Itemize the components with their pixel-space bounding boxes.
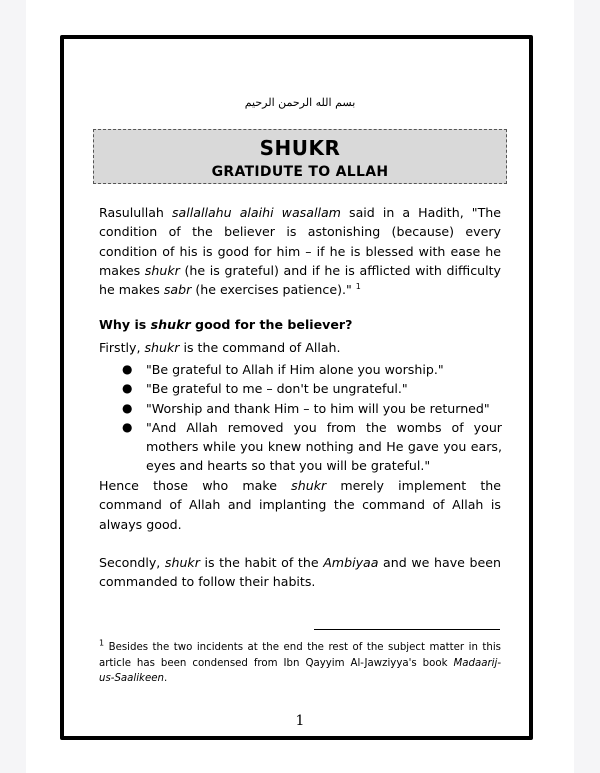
list-item: ● "Be grateful to Allah if Him alone you worship."	[118, 360, 502, 379]
footnote: $^1$ Besides the two incidents at the end the rest of the subject matter in this article has been condensed from Ibn Qayyim Al-Jawziyya's book Madaarij- us-Saalikeen.	[99, 638, 501, 684]
page-title: SHUKR	[259, 136, 341, 160]
intro-line: makes shukr (he is grateful) and if he is afflicted with difficulty	[99, 262, 501, 278]
page-subtitle: GRATIDUTE TO ALLAH	[211, 164, 389, 180]
hence-paragraph: Hence those who make shukr merely implement the command of Allah and implanting the command of Allah is always good.	[99, 478, 501, 532]
basmala-heading: بسم الله الرحمن الرحيم	[244, 96, 356, 109]
footnote-divider	[314, 629, 500, 630]
intro-line: condition of the believer is astonishing (because) every	[99, 224, 501, 240]
list-item: ● "And Allah removed you from the wombs of your mothers while you knew nothing and He gave you ears, eyes and hearts so that you will be grateful."	[122, 419, 502, 474]
bullet-dot-icon: ●	[122, 362, 133, 376]
page-number: 1	[295, 713, 305, 729]
secondly-paragraph: Secondly, shukr is the habit of the Ambiyaa and we have been commanded to follow their habits.	[99, 555, 501, 590]
section-heading: Why is shukr good for the believer?	[99, 317, 353, 332]
list-item: ● "Worship and thank Him – to him will you be returned"	[118, 399, 502, 418]
title-box	[93, 129, 507, 184]
bullet-dot-icon: ●	[122, 381, 133, 396]
bullet-list	[118, 360, 502, 476]
bullet-dot-icon: ●	[122, 400, 133, 415]
list-item: ● "Be grateful to me – don't be ungrateful."	[118, 379, 502, 398]
footnote-ref: 1	[355, 282, 361, 291]
firstly-line: Firstly, shukr is the command of Allah.	[99, 340, 341, 355]
intro-line: condition of his is good for him – if he is blessed with ease he	[99, 243, 501, 259]
intro-line: Rasulullah sallallahu alaihi wasallam said in a Hadith, "The	[99, 205, 502, 220]
bullet-dot-icon: ●	[122, 419, 133, 434]
intro-paragraph	[99, 203, 501, 299]
intro-line: he makes sabr (he exercises patience)." $^1$	[99, 282, 361, 298]
